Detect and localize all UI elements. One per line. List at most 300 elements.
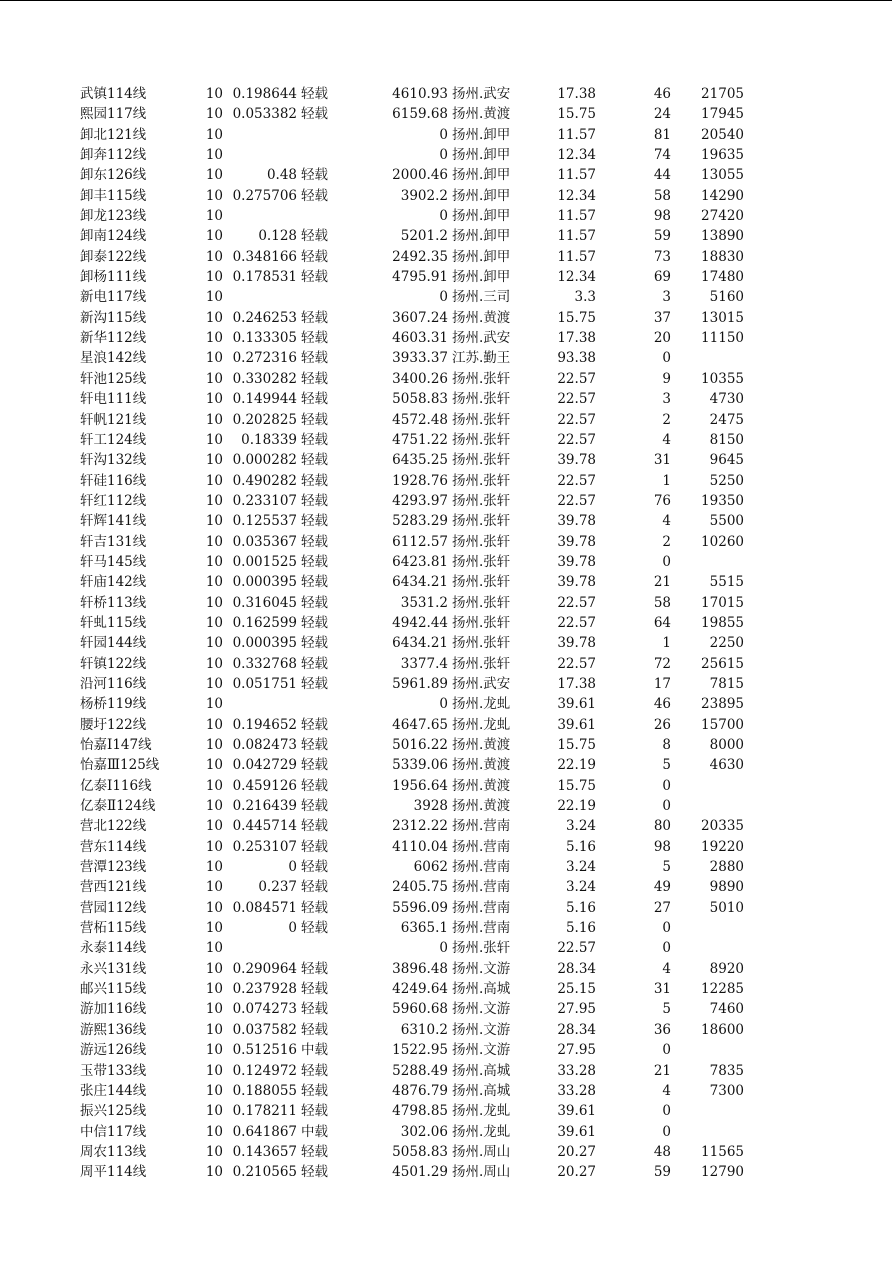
voltage-cell[interactable]: 10 <box>205 716 223 733</box>
transformer-capacity-cell[interactable]: 17945 <box>701 106 744 123</box>
transformer-count-cell[interactable]: 2 <box>662 533 671 550</box>
remaining-capacity-cell[interactable]: 6159.68 <box>392 106 448 123</box>
voltage-cell[interactable]: 10 <box>205 838 223 855</box>
load-status-cell[interactable]: 轻载 <box>301 431 328 448</box>
load-rate-cell[interactable]: 0.641867 <box>232 1123 297 1140</box>
voltage-cell[interactable]: 10 <box>205 513 223 530</box>
remaining-capacity-cell[interactable]: 3928 <box>413 798 448 815</box>
line-length-cell[interactable]: 3.24 <box>565 859 596 876</box>
load-rate-cell[interactable]: 0.290964 <box>232 960 297 977</box>
transformer-capacity-cell[interactable]: 4630 <box>709 757 744 774</box>
transformer-capacity-cell[interactable]: 7460 <box>709 1001 744 1018</box>
transformer-count-cell[interactable]: 80 <box>653 818 671 835</box>
load-status-cell[interactable]: 轻载 <box>301 859 328 876</box>
voltage-cell[interactable]: 10 <box>205 208 223 225</box>
line-length-cell[interactable]: 5.16 <box>565 920 596 937</box>
line-length-cell[interactable]: 27.95 <box>557 1001 596 1018</box>
transformer-capacity-cell[interactable]: 19220 <box>701 838 744 855</box>
line-length-cell[interactable]: 11.57 <box>557 228 596 245</box>
load-status-cell[interactable]: 轻载 <box>301 309 328 326</box>
substation-cell[interactable]: 扬州.张轩 <box>452 553 511 570</box>
line-name-cell[interactable]: 卸南124线 <box>80 228 147 245</box>
voltage-cell[interactable]: 10 <box>205 1123 223 1140</box>
voltage-cell[interactable]: 10 <box>205 126 223 143</box>
line-length-cell[interactable]: 3.3 <box>574 289 596 306</box>
substation-cell[interactable]: 扬州.武安 <box>452 330 511 347</box>
transformer-count-cell[interactable]: 64 <box>653 614 671 631</box>
line-name-cell[interactable]: 玉带133线 <box>80 1062 147 1079</box>
load-rate-cell[interactable]: 0.037582 <box>232 1021 297 1038</box>
line-name-cell[interactable]: 腰圩122线 <box>80 716 147 733</box>
line-name-cell[interactable]: 永兴131线 <box>80 960 147 977</box>
transformer-capacity-cell[interactable]: 8000 <box>709 737 744 753</box>
load-rate-cell[interactable]: 0.332768 <box>232 655 297 672</box>
voltage-cell[interactable]: 10 <box>205 574 223 591</box>
line-name-cell[interactable]: 卸龙123线 <box>80 208 147 225</box>
load-status-cell[interactable]: 轻载 <box>301 472 328 489</box>
voltage-cell[interactable]: 10 <box>205 472 223 489</box>
transformer-capacity-cell[interactable]: 19855 <box>701 614 744 631</box>
substation-cell[interactable]: 扬州.张轩 <box>452 370 511 387</box>
line-length-cell[interactable]: 15.75 <box>557 309 596 326</box>
voltage-cell[interactable]: 10 <box>205 1164 223 1181</box>
transformer-count-cell[interactable]: 69 <box>653 269 671 286</box>
transformer-count-cell[interactable]: 24 <box>653 106 671 123</box>
line-name-cell[interactable]: 营柘115线 <box>80 920 147 937</box>
remaining-capacity-cell[interactable]: 6435.25 <box>392 452 448 469</box>
load-rate-cell[interactable]: 0.253107 <box>232 838 297 855</box>
line-length-cell[interactable]: 22.19 <box>557 757 596 774</box>
load-rate-cell[interactable]: 0.512516 <box>232 1042 297 1059</box>
transformer-capacity-cell[interactable]: 10355 <box>701 370 744 387</box>
line-name-cell[interactable]: 轩镇122线 <box>80 655 147 672</box>
substation-cell[interactable]: 扬州.张轩 <box>452 574 511 591</box>
transformer-capacity-cell[interactable]: 2880 <box>709 859 744 876</box>
transformer-count-cell[interactable]: 5 <box>662 859 671 876</box>
load-rate-cell[interactable]: 0.149944 <box>232 391 297 408</box>
remaining-capacity-cell[interactable]: 6062 <box>413 859 448 876</box>
transformer-capacity-cell[interactable]: 19350 <box>701 492 744 509</box>
load-rate-cell[interactable]: 0.348166 <box>232 248 297 265</box>
line-name-cell[interactable]: 轩桥113线 <box>80 594 147 611</box>
transformer-count-cell[interactable]: 59 <box>653 228 671 245</box>
load-status-cell[interactable]: 轻载 <box>301 920 328 937</box>
load-status-cell[interactable]: 轻载 <box>301 269 328 286</box>
line-length-cell[interactable]: 39.78 <box>557 452 596 469</box>
transformer-capacity-cell[interactable]: 15700 <box>701 716 744 733</box>
transformer-count-cell[interactable]: 48 <box>653 1143 671 1160</box>
line-length-cell[interactable]: 39.61 <box>557 1123 596 1140</box>
remaining-capacity-cell[interactable]: 2492.35 <box>392 248 448 265</box>
substation-cell[interactable]: 扬州.武安 <box>452 675 511 692</box>
line-name-cell[interactable]: 沿河116线 <box>80 675 147 692</box>
remaining-capacity-cell[interactable]: 3933.37 <box>392 350 448 367</box>
transformer-count-cell[interactable]: 3 <box>662 289 671 306</box>
line-length-cell[interactable]: 15.75 <box>557 777 596 794</box>
voltage-cell[interactable]: 10 <box>205 391 223 408</box>
substation-cell[interactable]: 扬州.龙虬 <box>452 1123 511 1140</box>
line-length-cell[interactable]: 3.24 <box>565 879 596 896</box>
remaining-capacity-cell[interactable]: 4610.93 <box>392 86 448 102</box>
substation-cell[interactable]: 扬州.张轩 <box>452 655 511 672</box>
line-length-cell[interactable]: 22.57 <box>557 472 596 489</box>
voltage-cell[interactable]: 10 <box>205 1082 223 1099</box>
remaining-capacity-cell[interactable]: 3531.2 <box>400 594 448 611</box>
voltage-cell[interactable]: 10 <box>205 614 223 631</box>
transformer-count-cell[interactable]: 5 <box>662 757 671 774</box>
remaining-capacity-cell[interactable]: 1522.95 <box>392 1042 448 1059</box>
voltage-cell[interactable]: 10 <box>205 452 223 469</box>
line-name-cell[interactable]: 永泰114线 <box>80 940 147 957</box>
load-status-cell[interactable]: 轻载 <box>301 879 328 896</box>
line-length-cell[interactable]: 22.57 <box>557 411 596 428</box>
line-name-cell[interactable]: 星浪142线 <box>80 350 147 367</box>
line-name-cell[interactable]: 轩沟132线 <box>80 452 147 469</box>
load-rate-cell[interactable]: 0.074273 <box>232 1001 297 1018</box>
remaining-capacity-cell[interactable]: 5288.49 <box>392 1062 448 1079</box>
transformer-count-cell[interactable]: 37 <box>653 309 671 326</box>
line-length-cell[interactable]: 20.27 <box>557 1164 596 1181</box>
transformer-count-cell[interactable]: 27 <box>653 899 671 916</box>
remaining-capacity-cell[interactable]: 4293.97 <box>392 492 448 509</box>
load-rate-cell[interactable]: 0 <box>288 920 297 937</box>
voltage-cell[interactable]: 10 <box>205 86 223 102</box>
transformer-capacity-cell[interactable]: 20540 <box>701 126 744 143</box>
substation-cell[interactable]: 扬州.张轩 <box>452 472 511 489</box>
transformer-capacity-cell[interactable]: 11565 <box>701 1143 744 1160</box>
transformer-count-cell[interactable]: 46 <box>653 86 671 102</box>
load-status-cell[interactable]: 轻载 <box>301 981 328 998</box>
load-rate-cell[interactable]: 0.237928 <box>232 981 297 998</box>
line-length-cell[interactable]: 22.57 <box>557 655 596 672</box>
line-name-cell[interactable]: 新电117线 <box>80 289 147 306</box>
transformer-count-cell[interactable]: 72 <box>653 655 671 672</box>
substation-cell[interactable]: 扬州.张轩 <box>452 594 511 611</box>
transformer-capacity-cell[interactable]: 13055 <box>701 167 744 184</box>
remaining-capacity-cell[interactable]: 5961.89 <box>392 675 448 692</box>
line-length-cell[interactable]: 39.61 <box>557 1103 596 1120</box>
transformer-count-cell[interactable]: 1 <box>662 635 671 652</box>
transformer-count-cell[interactable]: 0 <box>662 1123 671 1140</box>
remaining-capacity-cell[interactable]: 4603.31 <box>392 330 448 347</box>
line-length-cell[interactable]: 15.75 <box>557 737 596 753</box>
load-status-cell[interactable]: 轻载 <box>301 960 328 977</box>
transformer-count-cell[interactable]: 44 <box>653 167 671 184</box>
line-name-cell[interactable]: 周农113线 <box>80 1143 147 1160</box>
substation-cell[interactable]: 扬州.周山 <box>452 1143 511 1160</box>
substation-cell[interactable]: 扬州.张轩 <box>452 940 511 957</box>
line-length-cell[interactable]: 5.16 <box>565 899 596 916</box>
substation-cell[interactable]: 扬州.黄渡 <box>452 777 511 794</box>
remaining-capacity-cell[interactable]: 2405.75 <box>392 879 448 896</box>
line-name-cell[interactable]: 亿泰Ⅰ116线 <box>80 777 152 794</box>
line-length-cell[interactable]: 3.24 <box>565 818 596 835</box>
substation-cell[interactable]: 扬州.卸甲 <box>452 269 511 286</box>
substation-cell[interactable]: 扬州.营南 <box>452 920 511 937</box>
load-rate-cell[interactable]: 0.202825 <box>232 411 297 428</box>
voltage-cell[interactable]: 10 <box>205 106 223 123</box>
load-rate-cell[interactable]: 0.084571 <box>232 899 297 916</box>
remaining-capacity-cell[interactable]: 6112.57 <box>392 533 448 550</box>
line-length-cell[interactable]: 39.61 <box>557 716 596 733</box>
substation-cell[interactable]: 扬州.高城 <box>452 1062 511 1079</box>
load-rate-cell[interactable]: 0.000395 <box>232 574 297 591</box>
load-rate-cell[interactable]: 0.001525 <box>232 553 297 570</box>
substation-cell[interactable]: 扬州.张轩 <box>452 492 511 509</box>
transformer-count-cell[interactable]: 0 <box>662 1103 671 1120</box>
load-status-cell[interactable]: 轻载 <box>301 330 328 347</box>
voltage-cell[interactable]: 10 <box>205 269 223 286</box>
load-rate-cell[interactable]: 0.124972 <box>232 1062 297 1079</box>
voltage-cell[interactable]: 10 <box>205 798 223 815</box>
line-length-cell[interactable]: 27.95 <box>557 1042 596 1059</box>
remaining-capacity-cell[interactable]: 4876.79 <box>392 1082 448 1099</box>
load-status-cell[interactable]: 轻载 <box>301 106 328 123</box>
voltage-cell[interactable]: 10 <box>205 737 223 753</box>
remaining-capacity-cell[interactable]: 302.06 <box>400 1123 448 1140</box>
load-rate-cell[interactable]: 0.246253 <box>232 309 297 326</box>
transformer-count-cell[interactable]: 0 <box>662 777 671 794</box>
load-status-cell[interactable]: 轻载 <box>301 737 328 753</box>
transformer-count-cell[interactable]: 36 <box>653 1021 671 1038</box>
transformer-count-cell[interactable]: 76 <box>653 492 671 509</box>
line-name-cell[interactable]: 张庄144线 <box>80 1082 147 1099</box>
transformer-capacity-cell[interactable]: 11150 <box>701 330 744 347</box>
line-name-cell[interactable]: 轩硅116线 <box>80 472 147 489</box>
transformer-count-cell[interactable]: 4 <box>662 431 671 448</box>
load-rate-cell[interactable]: 0.133305 <box>232 330 297 347</box>
voltage-cell[interactable]: 10 <box>205 309 223 326</box>
transformer-count-cell[interactable]: 74 <box>653 147 671 164</box>
voltage-cell[interactable]: 10 <box>205 879 223 896</box>
line-length-cell[interactable]: 17.38 <box>557 330 596 347</box>
line-length-cell[interactable]: 12.34 <box>557 187 596 204</box>
transformer-count-cell[interactable]: 26 <box>653 716 671 733</box>
remaining-capacity-cell[interactable]: 5339.06 <box>392 757 448 774</box>
remaining-capacity-cell[interactable]: 4249.64 <box>392 981 448 998</box>
line-name-cell[interactable]: 怡嘉Ⅰ147线 <box>80 737 152 753</box>
transformer-capacity-cell[interactable]: 18830 <box>701 248 744 265</box>
voltage-cell[interactable]: 10 <box>205 1143 223 1160</box>
transformer-capacity-cell[interactable]: 7300 <box>709 1082 744 1099</box>
load-rate-cell[interactable]: 0.035367 <box>232 533 297 550</box>
line-name-cell[interactable]: 杨桥119线 <box>80 696 147 713</box>
transformer-count-cell[interactable]: 9 <box>662 370 671 387</box>
substation-cell[interactable]: 扬州.龙虬 <box>452 716 511 733</box>
remaining-capacity-cell[interactable]: 5596.09 <box>392 899 448 916</box>
load-rate-cell[interactable]: 0.459126 <box>232 777 297 794</box>
substation-cell[interactable]: 扬州.卸甲 <box>452 228 511 245</box>
remaining-capacity-cell[interactable]: 0 <box>439 208 448 225</box>
line-name-cell[interactable]: 轩园144线 <box>80 635 147 652</box>
remaining-capacity-cell[interactable]: 6434.21 <box>392 574 448 591</box>
load-rate-cell[interactable]: 0.194652 <box>232 716 297 733</box>
transformer-count-cell[interactable]: 0 <box>662 798 671 815</box>
load-status-cell[interactable]: 轻载 <box>301 350 328 367</box>
load-status-cell[interactable]: 轻载 <box>301 1021 328 1038</box>
line-name-cell[interactable]: 武镇114线 <box>80 86 147 102</box>
load-rate-cell[interactable]: 0.48 <box>266 167 297 184</box>
line-name-cell[interactable]: 卸泰122线 <box>80 248 147 265</box>
remaining-capacity-cell[interactable]: 0 <box>439 147 448 164</box>
voltage-cell[interactable]: 10 <box>205 147 223 164</box>
voltage-cell[interactable]: 10 <box>205 859 223 876</box>
line-length-cell[interactable]: 33.28 <box>557 1082 596 1099</box>
voltage-cell[interactable]: 10 <box>205 411 223 428</box>
load-status-cell[interactable]: 轻载 <box>301 777 328 794</box>
transformer-count-cell[interactable]: 21 <box>653 1062 671 1079</box>
transformer-count-cell[interactable]: 98 <box>653 838 671 855</box>
remaining-capacity-cell[interactable]: 3607.24 <box>392 309 448 326</box>
line-length-cell[interactable]: 39.78 <box>557 533 596 550</box>
line-length-cell[interactable]: 22.57 <box>557 431 596 448</box>
load-status-cell[interactable]: 轻载 <box>301 838 328 855</box>
line-name-cell[interactable]: 卸北121线 <box>80 126 147 143</box>
transformer-count-cell[interactable]: 4 <box>662 513 671 530</box>
transformer-count-cell[interactable]: 20 <box>653 330 671 347</box>
line-name-cell[interactable]: 轩庙142线 <box>80 574 147 591</box>
load-status-cell[interactable]: 轻载 <box>301 187 328 204</box>
substation-cell[interactable]: 扬州.黄渡 <box>452 737 511 753</box>
remaining-capacity-cell[interactable]: 5058.83 <box>392 391 448 408</box>
line-name-cell[interactable]: 游远126线 <box>80 1042 147 1059</box>
line-name-cell[interactable]: 轩红112线 <box>80 492 147 509</box>
voltage-cell[interactable]: 10 <box>205 635 223 652</box>
load-status-cell[interactable]: 轻载 <box>301 513 328 530</box>
load-status-cell[interactable]: 中载 <box>301 1123 328 1140</box>
transformer-count-cell[interactable]: 1 <box>662 472 671 489</box>
remaining-capacity-cell[interactable]: 5058.83 <box>392 1143 448 1160</box>
remaining-capacity-cell[interactable]: 4795.91 <box>392 269 448 286</box>
substation-cell[interactable]: 扬州.黄渡 <box>452 106 511 123</box>
voltage-cell[interactable]: 10 <box>205 675 223 692</box>
substation-cell[interactable]: 扬州.张轩 <box>452 533 511 550</box>
voltage-cell[interactable]: 10 <box>205 289 223 306</box>
voltage-cell[interactable]: 10 <box>205 757 223 774</box>
remaining-capacity-cell[interactable]: 5283.29 <box>392 513 448 530</box>
substation-cell[interactable]: 扬州.黄渡 <box>452 757 511 774</box>
remaining-capacity-cell[interactable]: 3377.4 <box>400 655 448 672</box>
remaining-capacity-cell[interactable]: 6365.1 <box>400 920 448 937</box>
load-rate-cell[interactable]: 0.000395 <box>232 635 297 652</box>
load-status-cell[interactable]: 轻载 <box>301 533 328 550</box>
line-length-cell[interactable]: 22.57 <box>557 370 596 387</box>
transformer-capacity-cell[interactable]: 5250 <box>709 472 744 489</box>
remaining-capacity-cell[interactable]: 4942.44 <box>392 614 448 631</box>
load-rate-cell[interactable]: 0.233107 <box>232 492 297 509</box>
remaining-capacity-cell[interactable]: 4572.48 <box>392 411 448 428</box>
voltage-cell[interactable]: 10 <box>205 553 223 570</box>
transformer-capacity-cell[interactable]: 2250 <box>709 635 744 652</box>
line-name-cell[interactable]: 营北122线 <box>80 818 147 835</box>
voltage-cell[interactable]: 10 <box>205 248 223 265</box>
substation-cell[interactable]: 扬州.黄渡 <box>452 309 511 326</box>
load-status-cell[interactable]: 轻载 <box>301 370 328 387</box>
transformer-capacity-cell[interactable]: 7835 <box>709 1062 744 1079</box>
remaining-capacity-cell[interactable]: 0 <box>439 940 448 957</box>
substation-cell[interactable]: 扬州.营南 <box>452 838 511 855</box>
voltage-cell[interactable]: 10 <box>205 350 223 367</box>
substation-cell[interactable]: 扬州.营南 <box>452 879 511 896</box>
transformer-capacity-cell[interactable]: 12790 <box>701 1164 744 1181</box>
remaining-capacity-cell[interactable]: 2312.22 <box>392 818 448 835</box>
transformer-capacity-cell[interactable]: 18600 <box>701 1021 744 1038</box>
line-name-cell[interactable]: 轩帆121线 <box>80 411 147 428</box>
substation-cell[interactable]: 扬州.营南 <box>452 899 511 916</box>
line-name-cell[interactable]: 轩电111线 <box>80 391 147 408</box>
line-name-cell[interactable]: 游熙136线 <box>80 1021 147 1038</box>
line-name-cell[interactable]: 轩池125线 <box>80 370 147 387</box>
substation-cell[interactable]: 扬州.龙虬 <box>452 1103 511 1120</box>
substation-cell[interactable]: 扬州.文游 <box>452 1001 511 1018</box>
transformer-capacity-cell[interactable]: 5010 <box>709 899 744 916</box>
remaining-capacity-cell[interactable]: 0 <box>439 289 448 306</box>
line-length-cell[interactable]: 28.34 <box>557 960 596 977</box>
load-status-cell[interactable]: 轻载 <box>301 757 328 774</box>
transformer-capacity-cell[interactable]: 25615 <box>701 655 744 672</box>
remaining-capacity-cell[interactable]: 5016.22 <box>392 737 448 753</box>
transformer-capacity-cell[interactable]: 27420 <box>701 208 744 225</box>
load-rate-cell[interactable]: 0.490282 <box>232 472 297 489</box>
line-length-cell[interactable]: 11.57 <box>557 126 596 143</box>
transformer-capacity-cell[interactable]: 23895 <box>701 696 744 713</box>
remaining-capacity-cell[interactable]: 3896.48 <box>392 960 448 977</box>
transformer-capacity-cell[interactable]: 21705 <box>701 86 744 102</box>
line-length-cell[interactable]: 39.61 <box>557 696 596 713</box>
line-name-cell[interactable]: 游加116线 <box>80 1001 147 1018</box>
load-rate-cell[interactable]: 0.125537 <box>232 513 297 530</box>
line-name-cell[interactable]: 轩工124线 <box>80 431 147 448</box>
line-length-cell[interactable]: 25.15 <box>557 981 596 998</box>
transformer-capacity-cell[interactable]: 20335 <box>701 818 744 835</box>
line-length-cell[interactable]: 11.57 <box>557 208 596 225</box>
substation-cell[interactable]: 扬州.龙虬 <box>452 696 511 713</box>
load-rate-cell[interactable]: 0.330282 <box>232 370 297 387</box>
line-name-cell[interactable]: 卸丰115线 <box>80 187 147 204</box>
substation-cell[interactable]: 江苏.勤王 <box>452 350 511 367</box>
line-name-cell[interactable]: 轩虬115线 <box>80 614 147 631</box>
line-name-cell[interactable]: 轩吉131线 <box>80 533 147 550</box>
remaining-capacity-cell[interactable]: 4501.29 <box>392 1164 448 1181</box>
transformer-count-cell[interactable]: 59 <box>653 1164 671 1181</box>
remaining-capacity-cell[interactable]: 1956.64 <box>392 777 448 794</box>
substation-cell[interactable]: 扬州.文游 <box>452 1021 511 1038</box>
line-name-cell[interactable]: 卸杨111线 <box>80 269 147 286</box>
load-status-cell[interactable]: 轻载 <box>301 411 328 428</box>
line-length-cell[interactable]: 93.38 <box>557 350 596 367</box>
line-name-cell[interactable]: 周平114线 <box>80 1164 147 1181</box>
transformer-count-cell[interactable]: 58 <box>653 594 671 611</box>
line-length-cell[interactable]: 17.38 <box>557 86 596 102</box>
load-status-cell[interactable]: 轻载 <box>301 594 328 611</box>
transformer-capacity-cell[interactable]: 4730 <box>709 391 744 408</box>
line-length-cell[interactable]: 5.16 <box>565 838 596 855</box>
load-status-cell[interactable]: 轻载 <box>301 716 328 733</box>
load-rate-cell[interactable]: 0.188055 <box>232 1082 297 1099</box>
transformer-count-cell[interactable]: 17 <box>653 675 671 692</box>
substation-cell[interactable]: 扬州.张轩 <box>452 614 511 631</box>
voltage-cell[interactable]: 10 <box>205 777 223 794</box>
substation-cell[interactable]: 扬州.卸甲 <box>452 147 511 164</box>
line-name-cell[interactable]: 营潭123线 <box>80 859 147 876</box>
line-length-cell[interactable]: 22.57 <box>557 391 596 408</box>
load-rate-cell[interactable]: 0.143657 <box>232 1143 297 1160</box>
load-rate-cell[interactable]: 0.051751 <box>232 675 297 692</box>
line-length-cell[interactable]: 22.57 <box>557 940 596 957</box>
substation-cell[interactable]: 扬州.张轩 <box>452 391 511 408</box>
substation-cell[interactable]: 扬州.营南 <box>452 859 511 876</box>
load-status-cell[interactable]: 轻载 <box>301 1062 328 1079</box>
